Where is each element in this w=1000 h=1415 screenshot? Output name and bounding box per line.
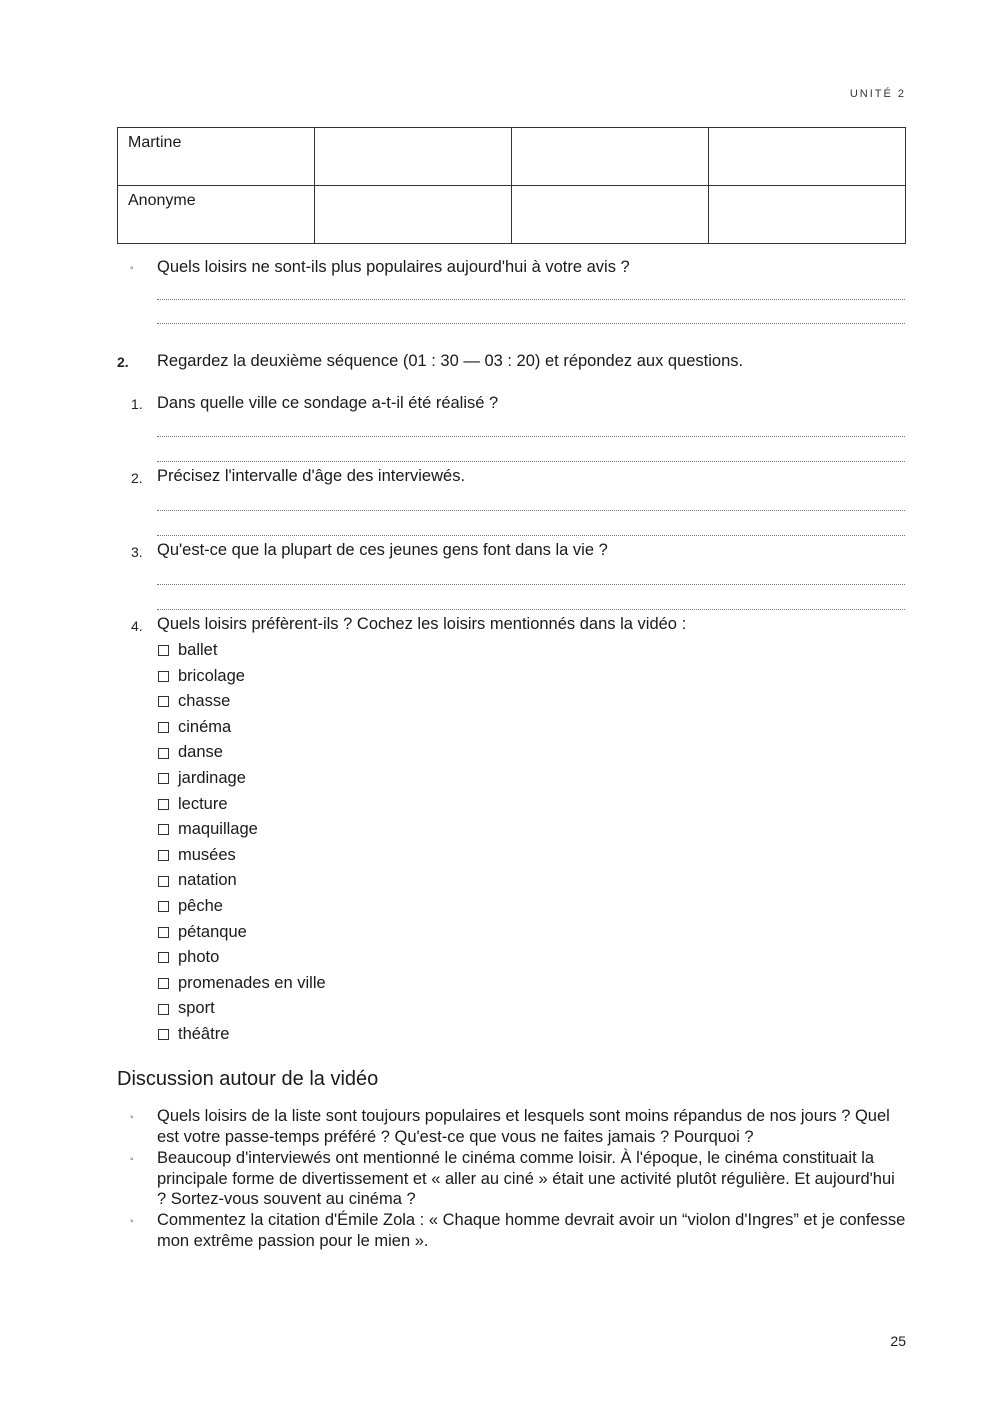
question-popular: Quels loisirs ne sont-ils plus populaires aujourd'hui à votre avis ? <box>157 258 630 276</box>
checkbox[interactable] <box>158 748 169 759</box>
checklist-item[interactable] <box>157 971 326 997</box>
checklist-label: photo <box>178 948 220 967</box>
checklist-label: jardinage <box>178 768 246 787</box>
discussion-item: Commentez la citation d'Émile Zola : « Chaque homme devrait avoir un “violon d'Ingres” et je confesse mon extrême passion pour le mien ». <box>157 1211 906 1250</box>
checklist-item[interactable] <box>157 664 326 690</box>
question-number: 4. <box>131 618 143 634</box>
checklist-label: sport <box>178 999 215 1018</box>
bullet-icon: ◦ <box>130 1112 134 1123</box>
exercise-instruction: Regardez la deuxième séquence (01 : 30 — 03 : 20) et répondez aux questions. <box>157 352 744 370</box>
checkbox[interactable] <box>158 722 169 733</box>
checkbox[interactable] <box>158 978 169 989</box>
checklist-item[interactable] <box>157 715 326 741</box>
unit-header: UNITÉ 2 <box>849 88 906 100</box>
checkbox[interactable] <box>158 952 169 963</box>
answer-line[interactable] <box>157 535 905 536</box>
checklist-label: natation <box>178 871 237 890</box>
checkbox[interactable] <box>158 901 169 912</box>
checklist-label: maquillage <box>178 820 258 839</box>
checkbox[interactable] <box>158 1029 169 1040</box>
answer-line[interactable] <box>157 323 905 324</box>
checkbox[interactable] <box>158 1004 169 1015</box>
checklist-label: pétanque <box>178 922 247 941</box>
question-number: 3. <box>131 544 143 560</box>
table-cell-name: Martine <box>118 128 315 186</box>
discussion-item: Beaucoup d'interviewés ont mentionné le cinéma comme loisir. À l'époque, le cinéma constituait la principale forme de divertissement et « aller au ciné » était une activité plutôt régulière. Et aujourd'hui ? Sortez-vous souvent au cinéma ? <box>157 1149 895 1208</box>
checklist-label: bricolage <box>178 666 245 685</box>
checklist-item[interactable] <box>157 792 326 818</box>
question-number: 2. <box>131 470 143 486</box>
table-row <box>118 128 906 186</box>
checklist-label: lecture <box>178 794 228 813</box>
checklist-label: musées <box>178 845 236 864</box>
leisure-checklist <box>157 638 326 1048</box>
answer-line[interactable] <box>157 609 905 610</box>
table-cell <box>315 128 512 186</box>
question-text: Quels loisirs préfèrent-ils ? Cochez les loisirs mentionnés dans la vidéo : <box>157 615 687 633</box>
checklist-item[interactable] <box>157 996 326 1022</box>
checklist-item[interactable] <box>157 894 326 920</box>
question-number: 1. <box>131 396 143 412</box>
bullet-icon: ◦ <box>130 1216 134 1227</box>
checklist-item[interactable] <box>157 638 326 664</box>
answer-line[interactable] <box>157 510 905 511</box>
question-text: Précisez l'intervalle d'âge des interviewés. <box>157 467 466 485</box>
answer-line[interactable] <box>157 584 905 585</box>
table-cell <box>512 128 709 186</box>
answer-line[interactable] <box>157 461 905 462</box>
checklist-item[interactable] <box>157 868 326 894</box>
checkbox[interactable] <box>158 645 169 656</box>
checklist-item[interactable] <box>157 945 326 971</box>
checklist-item[interactable] <box>157 740 326 766</box>
answer-table <box>117 127 906 244</box>
table-cell <box>709 186 906 244</box>
table-cell-name: Anonyme <box>118 186 315 244</box>
checkbox[interactable] <box>158 799 169 810</box>
bullet-icon: ◦ <box>130 263 134 274</box>
checkbox[interactable] <box>158 773 169 784</box>
table-cell <box>315 186 512 244</box>
discussion-item: Quels loisirs de la liste sont toujours populaires et lesquels sont moins répandus de nos jours ? Quel est votre passe-temps préféré ? Qu'est-ce que vous ne faites jamais ? Pourquoi ? <box>157 1107 890 1146</box>
checklist-label: théâtre <box>178 1024 230 1043</box>
checklist-label: pêche <box>178 896 223 915</box>
table-cell <box>709 128 906 186</box>
question-text: Dans quelle ville ce sondage a-t-il été réalisé ? <box>157 394 499 412</box>
checklist-label: promenades en ville <box>178 973 326 992</box>
checkbox[interactable] <box>158 671 169 682</box>
answer-line[interactable] <box>157 299 905 300</box>
question-text: Qu'est-ce que la plupart de ces jeunes gens font dans la vie ? <box>157 541 608 559</box>
checklist-item[interactable] <box>157 689 326 715</box>
checkbox[interactable] <box>158 876 169 887</box>
table-row <box>118 186 906 244</box>
table-cell <box>512 186 709 244</box>
checklist-item[interactable] <box>157 920 326 946</box>
page-number: 25 <box>890 1333 906 1349</box>
bullet-icon: ◦ <box>130 1154 134 1165</box>
section-title: Discussion autour de la vidéo <box>117 1068 379 1090</box>
checkbox[interactable] <box>158 696 169 707</box>
checklist-label: ballet <box>178 641 218 659</box>
exercise-number: 2. <box>117 354 129 370</box>
answer-line[interactable] <box>157 436 905 437</box>
checklist-label: danse <box>178 743 223 762</box>
checkbox[interactable] <box>158 824 169 835</box>
checklist-item[interactable] <box>157 817 326 843</box>
checklist-label: cinéma <box>178 717 232 736</box>
checkbox[interactable] <box>158 850 169 861</box>
checklist-label: chasse <box>178 692 231 711</box>
checklist-item[interactable] <box>157 766 326 792</box>
checkbox[interactable] <box>158 927 169 938</box>
checklist-item[interactable] <box>157 843 326 869</box>
checklist-item[interactable] <box>157 1022 326 1048</box>
